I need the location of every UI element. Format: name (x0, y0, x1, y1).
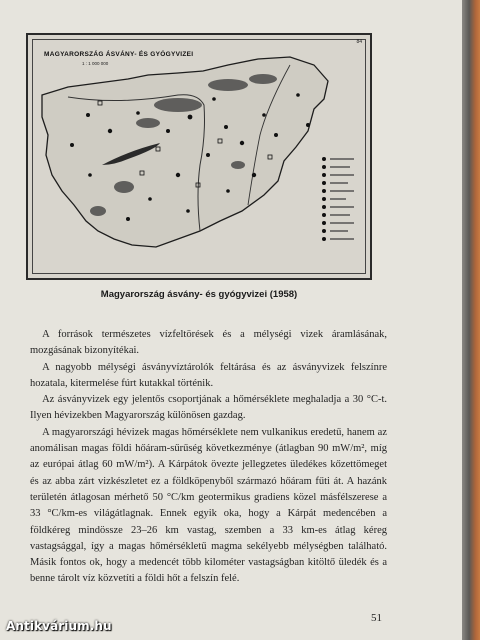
paragraph: A nagyobb mélységi ásványvíztárolók feltárása és az ásványvizek felszínre hozatala, kitermelése fúrt kutakkal történik. (30, 361, 387, 389)
book-edge (462, 0, 480, 640)
paragraph: A magyarországi hévizek magas hőmérséklete nem vulkanikus eredetű, hanem az anomálisan magas földi hőáram-sűrűség következménye (átlagban 90 mW/m², míg az európai átlag 60 mW/m²). A Kárpátok övezte jellegzetes üledékes kőzettömeget és az abba zárt vizkészletet ez a földköpenyből származó hőáram fűti át. A hazánk területén átlagosan mérhető 50 °C/km geotermikus gradiens közel másfélszerese a 33 °C/km-es világátlagnak. Ennek egyik oka, hogy a Kárpát medencében a földkéreg mindössze 23–26 km vastag, szemben a 33 km-es átlag kéreg vastagsággal, így a magas hőmérsékletű magma sekélyebb mélységben található. Másik fontos ok, hogy a medencét több kilométer vastagságban kitöltő üledék és a benne tárolt víz közvetíti a földi hőt a felszín felé. (30, 426, 387, 585)
map-figure (26, 33, 372, 280)
page-number: 51 (371, 612, 382, 624)
map-number: 84 (356, 39, 362, 45)
body-text (30, 327, 387, 588)
map-border (32, 39, 366, 274)
map-title: MAGYARORSZÁG ÁSVÁNY- ÉS GYÓGYVIZEI (44, 51, 194, 58)
figure-caption: Magyarország ásvány- és gyógyvizei (1958) (100, 289, 298, 300)
map-scale: 1 : 1 000 000 (82, 61, 109, 66)
watermark: Antikvárium.hu (6, 619, 112, 633)
paragraph: A források természetes vízfeltörések és a mélységi vizek áramlásának, mozgásának bizonyítékai. (30, 329, 387, 357)
paragraph: Az ásványvizek egy jelentős csoportjának a hőmérséklete meghaladja a 30 °C-t. Ilyen hévizekben Magyarország különösen gazdag. (30, 394, 387, 422)
